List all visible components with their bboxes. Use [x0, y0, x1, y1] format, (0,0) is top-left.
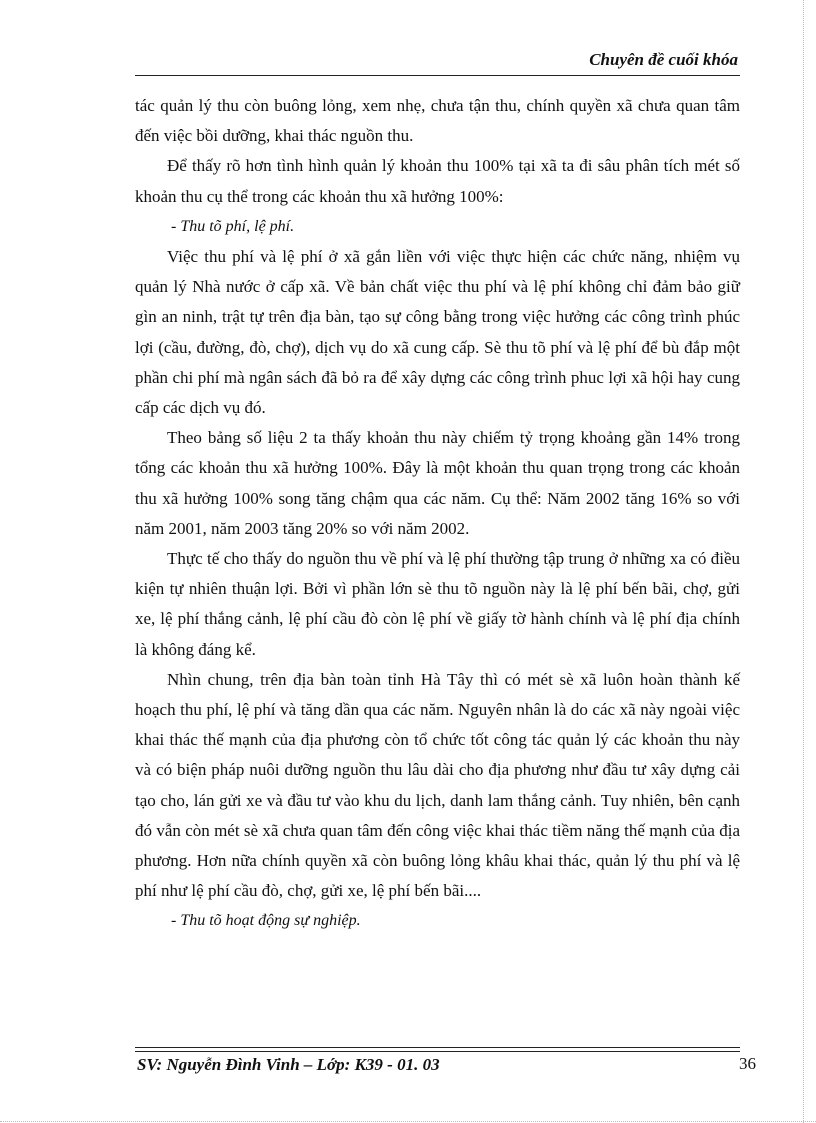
- page-number: 36: [739, 1054, 756, 1073]
- page-frame-right: [803, 0, 804, 1123]
- paragraph-fees-role: Việc thu phí và lệ phí ở xã gắn liền với việc thực hiện các chức năng, nhiệm vụ quản lý Nhà nước ở cấp xã. Về bản chất việc thu phí và lệ phí không chỉ đảm bảo giữ gìn an ninh, trật tự trên địa bàn, tạo sự công bằng trong việc hưởng các công trình phúc lợi (cầu, đường, đò, chợ), dịch vụ do xã cung cấp. Sè thu tõ phí và lệ phí để bù đắp một phần chi phí mà ngân sách đã bỏ ra để xây dựng các công trình phuc lợi xã hội hay cung cấp các dịch vụ đó.: [135, 247, 740, 418]
- document-body: [135, 91, 740, 937]
- page-frame-bottom: [0, 1121, 816, 1122]
- paragraph-fees-share: Theo bảng số liệu 2 ta thấy khoản thu này chiếm tỷ trọng khoảng gần 14% trong tổng các khoản thu xã hưởng 100%. Đây là một khoản thu quan trọng trong các khoản thu xã hưởng 100% song tăng chậm qua các năm. Cụ thể: Năm 2002 tăng 16% so với năm 2001, năm 2003 tăng 20% so với năm 2002.: [135, 428, 740, 538]
- footer-student-info: SV: Nguyễn Đình Vinh – Lớp: K39 - 01. 03: [137, 1055, 440, 1074]
- subheading-services: - Thu tõ hoạt động sự nghiệp.: [171, 912, 361, 930]
- subheading-fees: - Thu tõ phí, lệ phí.: [171, 217, 295, 235]
- paragraph-intro: Để thấy rõ hơn tình hình quản lý khoản thu 100% tại xã ta đi sâu phân tích mét số khoản thu cụ thể trong các khoản thu xã hưởng 100%:: [135, 156, 740, 206]
- paragraph-fees-sources: Thực tế cho thấy do nguồn thu về phí và lệ phí thường tập trung ở những xa có điều kiện tự nhiên thuận lợi. Bởi vì phần lớn sè thu tõ nguồn này là lệ phí bến bãi, chợ, gửi xe, lệ phí thắng cảnh, lệ phí cầu đò còn lệ phí về giấy tờ hành chính và lệ phí địa chính là không đáng kể.: [135, 549, 740, 659]
- header-rule: [135, 75, 740, 76]
- header-title: Chuyên đề cuối khóa: [589, 50, 738, 69]
- paragraph-fees-summary: Nhìn chung, trên địa bàn toàn tỉnh Hà Tây thì có mét sè xã luôn hoàn thành kế hoạch thu phí, lệ phí và tăng dần qua các năm. Nguyên nhân là do các xã này ngoài việc khai thác thế mạnh của địa phương còn tổ chức tốt công tác quản lý các khoản thu này và có biện pháp nuôi dưỡng nguồn thu lâu dài cho địa phương như đầu tư xây dựng cải tạo cho, lán gửi xe và đầu tư vào khu du lịch, danh lam thắng cảnh. Tuy nhiên, bên cạnh đó vẫn còn mét sè xã chưa quan tâm đến công việc khai thác tiềm năng thế mạnh của địa phương. Hơn nữa chính quyền xã còn buông lỏng khâu khai thác, quản lý thu phí và lệ phí như lệ phí cầu đò, chợ, gửi xe, lệ phí bến bãi....: [135, 669, 740, 901]
- footer-rule: [135, 1047, 740, 1052]
- paragraph-continuation: tác quản lý thu còn buông lỏng, xem nhẹ, chưa tận thu, chính quyền xã chưa quan tâm đến việc bồi dưỡng, khai thác nguồn thu.: [135, 96, 740, 146]
